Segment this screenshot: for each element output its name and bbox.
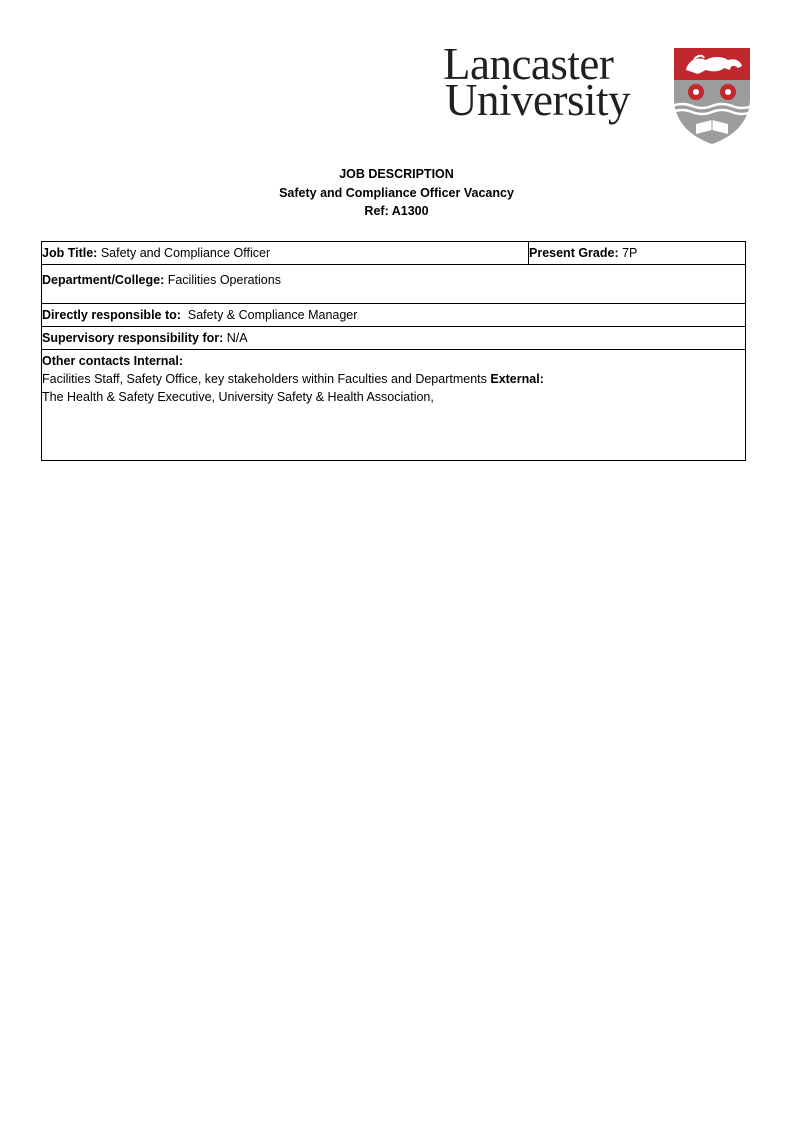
other-contacts-cell xyxy=(42,350,746,461)
supervisory-value: N/A xyxy=(223,331,248,345)
logo-line-university: University xyxy=(445,75,630,125)
heading-subtitle: Safety and Compliance Officer Vacancy xyxy=(279,185,514,200)
responsible-cell xyxy=(42,304,746,327)
grade-value: 7P xyxy=(618,246,638,260)
contacts-internal-line xyxy=(42,370,745,388)
responsible-label: Directly responsible to: xyxy=(42,308,181,322)
job-details-table xyxy=(41,241,746,461)
other-contacts-label: Other contacts Internal: xyxy=(42,354,183,368)
department-cell xyxy=(42,265,746,304)
heading-ref: Ref: A1300 xyxy=(364,204,429,218)
university-logo xyxy=(443,39,753,148)
department-value: Facilities Operations xyxy=(164,273,281,287)
job-title-value: Safety and Compliance Officer xyxy=(97,246,271,260)
responsible-row xyxy=(42,304,746,327)
supervisory-row xyxy=(42,327,746,350)
other-contacts-row xyxy=(42,350,746,461)
grade-label: Present Grade: xyxy=(529,246,619,260)
supervisory-label: Supervisory responsibility for: xyxy=(42,331,224,345)
job-title-row xyxy=(42,242,746,265)
department-row xyxy=(42,265,746,304)
external-label: External: xyxy=(490,372,544,386)
internal-contacts-value: Facilities Staff, Safety Office, key stakeholders within Faculties and Departments xyxy=(42,372,491,386)
grade-cell xyxy=(529,242,746,265)
job-title-label: Job Title: xyxy=(42,246,98,260)
external-contacts-value: The Health & Safety Executive, University Safety & Health Association, xyxy=(42,390,434,404)
responsible-value: Safety & Compliance Manager xyxy=(180,308,358,322)
supervisory-cell xyxy=(42,327,746,350)
logo-line-lancaster: Lancaster xyxy=(443,39,614,89)
department-label: Department/College: xyxy=(42,273,165,287)
heading-title: JOB DESCRIPTION xyxy=(339,167,454,181)
crest-icon xyxy=(672,46,752,146)
job-title-cell xyxy=(42,242,529,265)
document-heading xyxy=(0,165,793,221)
